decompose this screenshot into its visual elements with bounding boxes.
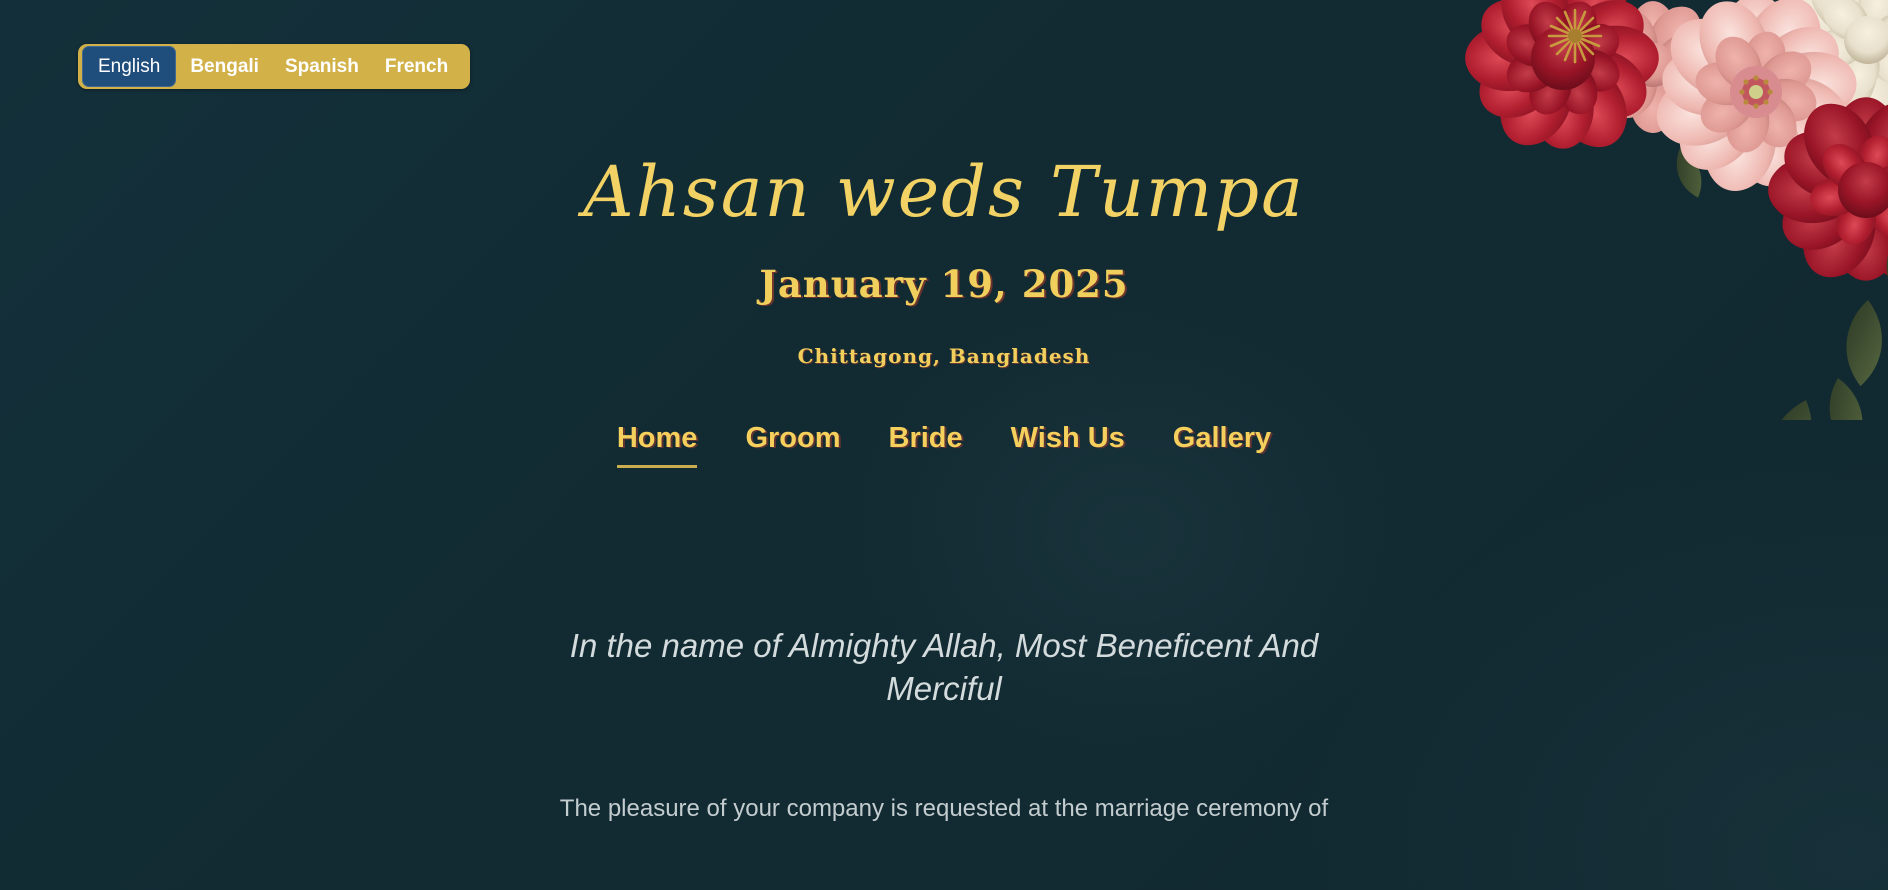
nav-link-home[interactable]: Home bbox=[617, 422, 698, 468]
nav-link-groom[interactable]: Groom bbox=[745, 421, 841, 454]
language-button-bengali[interactable]: Bengali bbox=[178, 48, 271, 85]
wedding-date: January 19, 2025 bbox=[759, 261, 1129, 306]
invocation-quote bbox=[0, 624, 1888, 711]
nav-link-bride[interactable]: Bride bbox=[888, 421, 963, 454]
wedding-location: Chittagong, Bangladesh bbox=[797, 343, 1091, 368]
invocation-line-1: In the name of Almighty Allah, Most Beneficent And bbox=[569, 626, 1319, 664]
nav-link-wish-us[interactable]: Wish Us bbox=[1010, 421, 1125, 454]
language-button-spanish[interactable]: Spanish bbox=[273, 48, 371, 85]
intro-text: The pleasure of your company is requested at the marriage ceremony of bbox=[559, 794, 1329, 822]
couple-names-title: Ahsan weds Tumpa bbox=[583, 151, 1305, 233]
language-button-french[interactable]: French bbox=[373, 48, 460, 85]
nav-link-gallery[interactable]: Gallery bbox=[1172, 421, 1272, 454]
main-nav bbox=[0, 422, 1888, 468]
invocation-line-2: Merciful bbox=[886, 670, 1002, 708]
language-button-english[interactable]: English bbox=[82, 46, 176, 87]
